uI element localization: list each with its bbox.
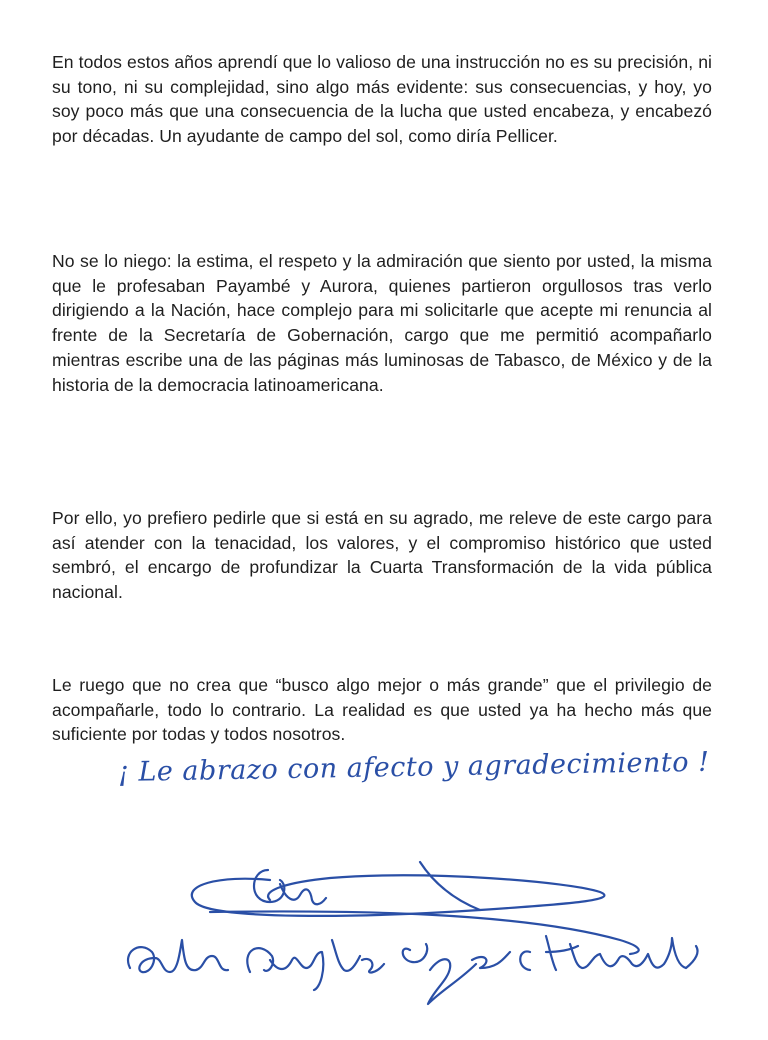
letter-paragraph-1: En todos estos años aprendí que lo valioso de una instrucción no es su precisión, ni su tono, ni su complejidad, sino algo más evidente: sus consecuencias, y hoy, yo soy poco más que una consecuencia de la lucha que usted encabeza, y encabezó por décadas. Un ayudante de campo del sol, como diría Pellicer. <box>52 52 712 147</box>
signature <box>100 840 720 1025</box>
handwritten-closing: ¡ Le abrazo con afecto y agradecimiento ! <box>117 746 710 788</box>
letter-paragraph-2: No se lo niego: la estima, el respeto y la admiración que siento por usted, la misma que le profesaban Payambé y Aurora, quienes partieron orgullosos tras verlo dirigiendo a la Nación, hace complejo para mi solicitarle que acepte mi renuncia al frente de la Secretaría de Gobernación, cargo que me permitió acompañarlo mientras escribe una de las páginas más luminosas de Tabasco, de México y de la historia de la democracia latinoamericana. <box>52 251 712 395</box>
letter-paragraph-4: Le ruego que no crea que “busco algo mejor o más grande” que el privilegio de acompañarle, todo lo contrario. La realidad es que usted ya ha hecho más que suficiente por todas y todos nosotros. <box>52 675 712 745</box>
letter-paragraph-3: Por ello, yo prefiero pedirle que si está en su agrado, me releve de este cargo para así atender con la tenacidad, los valores, y el compromiso histórico que usted sembró, el encargo de profundizar la Cuarta Transformación de la vida pública nacional. <box>52 508 712 603</box>
